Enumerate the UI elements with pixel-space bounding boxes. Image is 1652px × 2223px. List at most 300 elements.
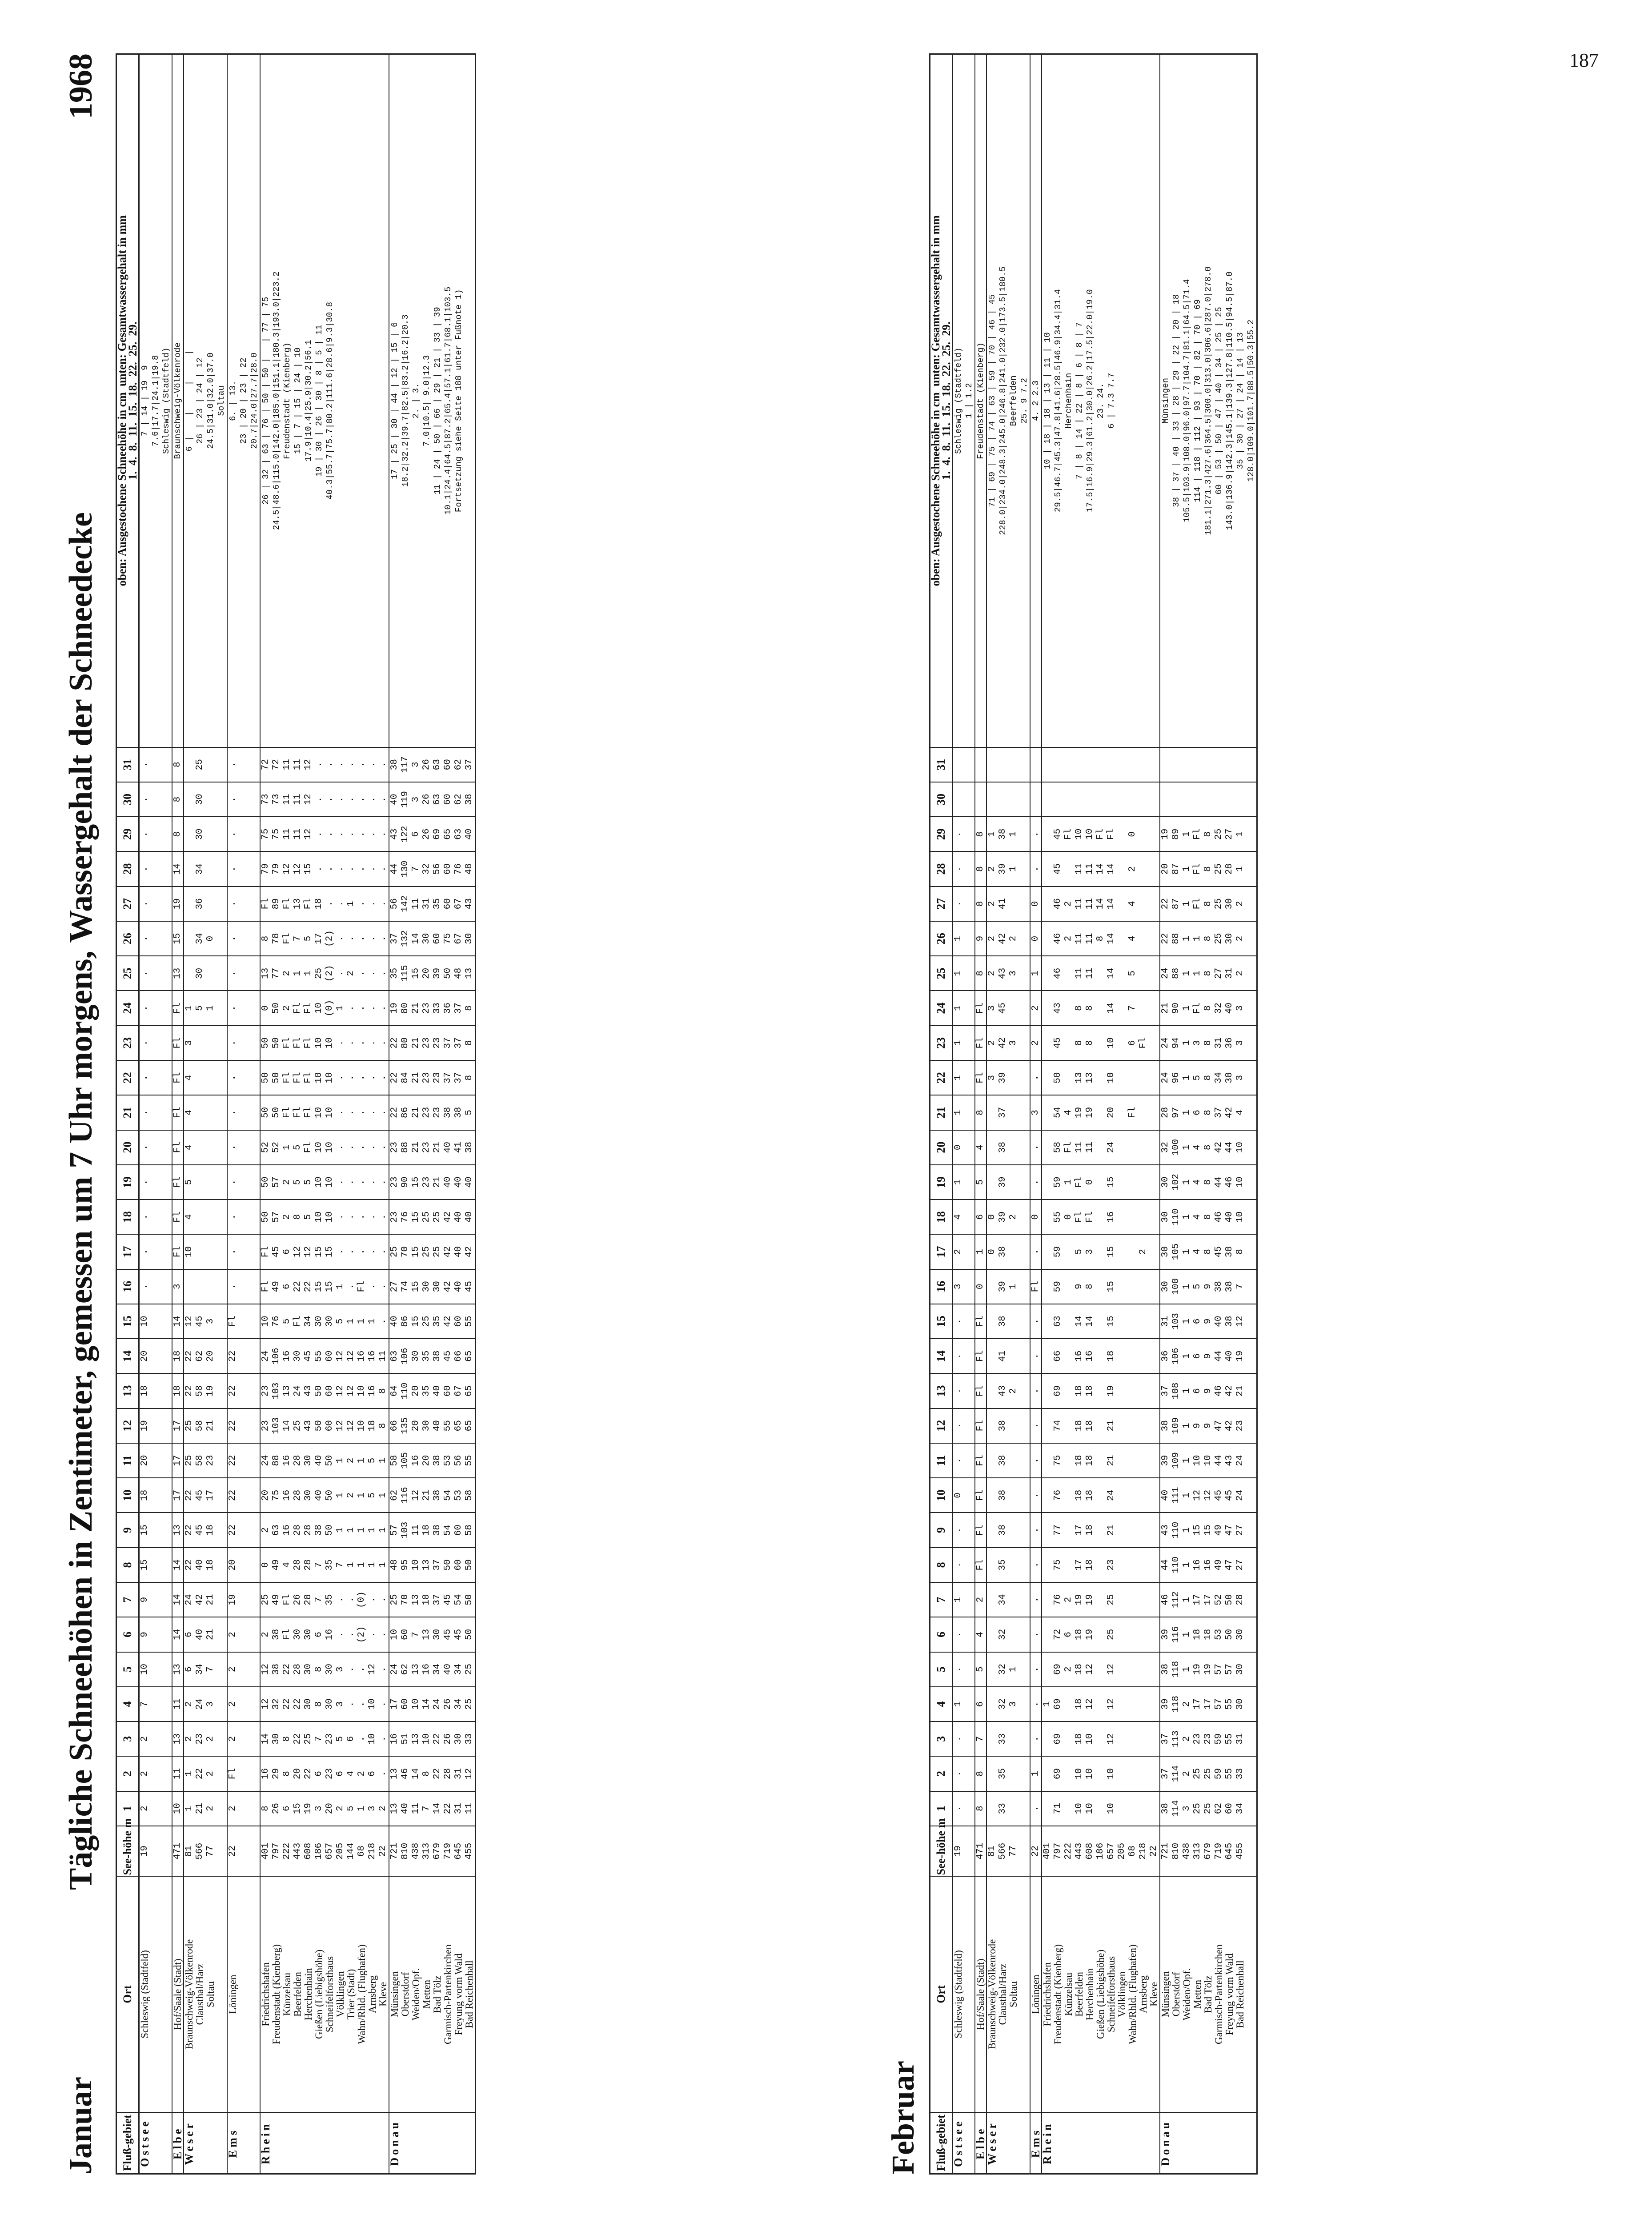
day-cell: . bbox=[227, 1130, 260, 1165]
day-cell: Fl bbox=[975, 991, 986, 1025]
day-cell: Fl bbox=[172, 1130, 184, 1165]
day-cell: 34 bbox=[184, 851, 227, 886]
day-cell: 69 2 18 12 12 bbox=[1042, 1652, 1160, 1687]
day-cell: Fl bbox=[227, 1304, 260, 1339]
day-cell: 2 bbox=[139, 1756, 172, 1791]
day-cell: 4 bbox=[975, 1130, 986, 1165]
day-cell: 9 bbox=[139, 1617, 172, 1652]
seehoehe-cell: 19 bbox=[139, 1826, 172, 1877]
day-cell: 2 63 16 28 28 38 50 1 1 1 1 1 bbox=[260, 1513, 389, 1547]
day-cell bbox=[975, 782, 986, 817]
flussgebiet-cell: Elbe bbox=[172, 2112, 184, 2174]
seehoehe-cell: 721 810 438 313 679 719 645 455 bbox=[389, 1826, 476, 1877]
day-cell: . bbox=[953, 1617, 975, 1652]
seehoehe-cell: 401 797 222 443 608 186 657 205 144 68 218 22 bbox=[260, 1826, 389, 1877]
day-cell: . bbox=[1030, 1478, 1042, 1513]
day-cell: 24 106 16 30 45 55 60 12 12 16 16 11 bbox=[260, 1339, 389, 1373]
header-day: 9 bbox=[930, 1513, 953, 1547]
header-seehoehe: See-höhe m bbox=[116, 1826, 139, 1877]
day-cell: 8 bbox=[975, 817, 986, 851]
seehoehe-cell: 81 566 77 bbox=[986, 1826, 1030, 1877]
day-cell: 52 52 1 5 Fl 10 10 . . . . . bbox=[260, 1130, 389, 1165]
table-row bbox=[389, 54, 476, 2174]
header-day: 31 bbox=[116, 747, 139, 782]
day-cell: 10 bbox=[172, 1791, 184, 1826]
flussgebiet-cell: Rhein bbox=[260, 2112, 389, 2174]
day-cell: 18 bbox=[139, 1373, 172, 1408]
ort-cell: Friedrichshafen Freudenstadt (Kienberg) Künzelsau Beerfelden Herchenhain Gießen (Liebigshöhe) Schneifelforsthaus Völklingen Trier (Stadt) Wahn/Rhld. (Flughafen) Arnsberg Kleve bbox=[260, 1876, 389, 2112]
table-row bbox=[986, 54, 1030, 2174]
day-cell: 34 0 bbox=[184, 921, 227, 956]
day-cell: 28 97 1 6 8 37 42 4 bbox=[1160, 1095, 1257, 1130]
header-day: 18 bbox=[116, 1200, 139, 1234]
day-cell: . bbox=[953, 1756, 975, 1791]
header-flussgebiet: Fluß-gebiet bbox=[116, 2112, 139, 2174]
day-cell: . bbox=[227, 1165, 260, 1200]
day-cell bbox=[953, 782, 975, 817]
day-cell: 12 45 3 bbox=[184, 1304, 227, 1339]
day-cell: 2 bbox=[227, 1791, 260, 1826]
day-cell: 30 105 1 4 8 45 38 8 bbox=[1160, 1234, 1257, 1269]
day-cell: 14 bbox=[172, 1548, 184, 1582]
header-day: 8 bbox=[116, 1548, 139, 1582]
day-cell: 1 bbox=[953, 1687, 975, 1721]
month-label-januar: Januar bbox=[63, 2076, 98, 2175]
day-cell: 75 17 18 23 bbox=[1042, 1548, 1160, 1582]
header-seehoehe: See-höhe m bbox=[930, 1826, 953, 1877]
flussgebiet-cell: Ems bbox=[227, 2112, 260, 2174]
day-cell: Fl bbox=[172, 1234, 184, 1269]
day-cell: 38 bbox=[986, 1408, 1030, 1443]
day-cell: Fl bbox=[172, 1060, 184, 1095]
day-cell: 6 bbox=[975, 1687, 986, 1721]
header-day: 28 bbox=[116, 851, 139, 886]
day-cell: 3 bbox=[953, 1269, 975, 1304]
day-cell: 55 0 Fl Fl 16 bbox=[1042, 1200, 1160, 1234]
day-cell: 40 86 15 25 35 42 60 55 bbox=[389, 1304, 476, 1339]
day-cell: Fl bbox=[1030, 1269, 1042, 1304]
header-row bbox=[930, 54, 953, 2174]
day-cell: 69 10 10 10 bbox=[1042, 1756, 1160, 1791]
ort-cell: Braunschweig-Völkenrode Clausthal/Harz Soltau bbox=[184, 1876, 227, 2112]
day-cell: 2 bbox=[139, 1721, 172, 1756]
day-cell: 24 88 1 1 8 27 31 2 bbox=[1160, 956, 1257, 991]
header-day: 25 bbox=[116, 956, 139, 991]
table-row bbox=[953, 54, 975, 2174]
day-cell: Fl bbox=[975, 1026, 986, 1060]
day-cell: 25 58 23 bbox=[184, 1443, 227, 1478]
ort-cell: Braunschweig-Völkenrode Clausthal/Harz Soltau bbox=[986, 1876, 1030, 2112]
day-cell: 24 42 21 bbox=[184, 1582, 227, 1617]
day-cell: Fl 45 6 12 12 15 15 . . . . . bbox=[260, 1234, 389, 1269]
flussgebiet-cell: Ostsee bbox=[139, 2112, 172, 2174]
special-cell: 4. 2 2.3 bbox=[1030, 54, 1042, 747]
day-cell: 58 105 16 20 38 53 56 55 bbox=[389, 1443, 476, 1478]
day-cell: Fl bbox=[975, 1373, 986, 1408]
day-cell: . bbox=[227, 817, 260, 851]
day-cell: 2 24 3 bbox=[184, 1687, 227, 1721]
day-cell bbox=[986, 782, 1030, 817]
flussgebiet-cell: Elbe bbox=[975, 2112, 986, 2174]
day-cell: Fl bbox=[975, 1548, 986, 1582]
header-day: 19 bbox=[116, 1165, 139, 1200]
day-cell: . bbox=[953, 1652, 975, 1687]
day-cell: 22 bbox=[227, 1513, 260, 1547]
day-cell: 63 14 14 15 bbox=[1042, 1304, 1160, 1339]
header-day: 20 bbox=[116, 1130, 139, 1165]
day-cell: 0 49 4 28 28 7 35 7 1 1 1 1 bbox=[260, 1548, 389, 1582]
header-day: 24 bbox=[930, 991, 953, 1025]
flussgebiet-cell: Rhein bbox=[1042, 2112, 1160, 2174]
day-cell: 59 5 3 15 2 bbox=[1042, 1234, 1160, 1269]
day-cell: 8 bbox=[975, 1095, 986, 1130]
day-cell: 19 80 21 23 33 36 37 8 bbox=[389, 991, 476, 1025]
day-cell: 69 18 10 12 bbox=[1042, 1721, 1160, 1756]
day-cell: 59 1 Fl 0 15 bbox=[1042, 1165, 1160, 1200]
header-day: 6 bbox=[116, 1617, 139, 1652]
day-cell: . bbox=[953, 1548, 975, 1582]
day-cell: 2 bbox=[1030, 1026, 1042, 1060]
header-day: 1 bbox=[930, 1791, 953, 1826]
day-cell: 72 72 11 11 12 . . . . . . . bbox=[260, 747, 389, 782]
day-cell: 30 bbox=[184, 817, 227, 851]
day-cell: 33 bbox=[986, 1721, 1030, 1756]
day-cell: 2 bbox=[227, 1652, 260, 1687]
day-cell: 71 10 10 10 bbox=[1042, 1791, 1160, 1826]
day-cell: 2 bbox=[139, 1791, 172, 1826]
header-day: 11 bbox=[930, 1443, 953, 1478]
day-cell: 40 111 1 12 12 45 45 24 bbox=[1160, 1478, 1257, 1513]
header-day: 5 bbox=[930, 1652, 953, 1687]
day-cell: 66 135 20 30 40 55 65 65 bbox=[389, 1408, 476, 1443]
day-cell: 45 8 8 10 6 Fl bbox=[1042, 1026, 1160, 1060]
day-cell: 38 bbox=[986, 1478, 1030, 1513]
ort-cell: Hof/Saale (Stadt) bbox=[172, 1876, 184, 2112]
day-cell: 54 4 19 19 20 Fl bbox=[1042, 1095, 1160, 1130]
day-cell: Fl bbox=[172, 991, 184, 1025]
day-cell: 2 bbox=[227, 1721, 260, 1756]
header-day: 13 bbox=[116, 1373, 139, 1408]
day-cell: 32 3 bbox=[986, 1687, 1030, 1721]
day-cell: 76 18 18 24 bbox=[1042, 1478, 1160, 1513]
day-cell: 34 bbox=[986, 1582, 1030, 1617]
day-cell: 39 116 1 18 18 53 50 30 bbox=[1160, 1617, 1257, 1652]
day-cell: 20 bbox=[139, 1443, 172, 1478]
day-cell: 3 bbox=[184, 1026, 227, 1060]
day-cell: Fl bbox=[975, 1408, 986, 1443]
day-cell: 0 50 2 Fl Fl 10 (0) 1 . . . . bbox=[260, 991, 389, 1025]
day-cell: 38 114 3 25 25 62 60 34 bbox=[1160, 1791, 1257, 1826]
day-cell: 13 77 2 1 1 25 (2) . 2 . . . bbox=[260, 956, 389, 991]
day-cell: 1 bbox=[953, 1582, 975, 1617]
header-day: 31 bbox=[930, 747, 953, 782]
day-cell: . bbox=[139, 956, 172, 991]
table-row bbox=[1042, 54, 1160, 2174]
day-cell: 13 bbox=[172, 1513, 184, 1547]
day-cell: 4 bbox=[953, 1200, 975, 1234]
day-cell: . bbox=[227, 991, 260, 1025]
day-cell: 22 84 21 23 23 37 37 8 bbox=[389, 1060, 476, 1095]
day-cell: 4 bbox=[184, 1060, 227, 1095]
day-cell: 2 bbox=[975, 1582, 986, 1617]
table-row bbox=[139, 54, 172, 2174]
ort-cell: Friedrichshafen Freudenstadt (Kienberg) Künzelsau Beerfelden Herchenhain Gießen (Liebigshöhe) Schneifelforsthaus Völklingen Wahn/Rhld. (Flughafen) Arnsberg Kleve bbox=[1042, 1876, 1160, 2112]
flussgebiet-cell: Ostsee bbox=[953, 2112, 975, 2174]
day-cell: 25 70 13 18 37 45 54 50 bbox=[389, 1582, 476, 1617]
day-cell: 50 57 2 8 5 10 10 . . . . . bbox=[260, 1200, 389, 1234]
day-cell: 17 bbox=[172, 1408, 184, 1443]
day-cell: . bbox=[227, 1234, 260, 1269]
month-label-februar: Februar bbox=[885, 2061, 921, 2175]
day-cell: 27 74 15 30 30 42 40 45 bbox=[389, 1269, 476, 1304]
day-cell bbox=[1042, 782, 1160, 817]
day-cell: 22 45 18 bbox=[184, 1513, 227, 1547]
day-cell: 32 100 1 4 8 42 44 10 bbox=[1160, 1130, 1257, 1165]
day-cell: . bbox=[1030, 1513, 1042, 1547]
day-cell: 10 76 5 Fl 34 30 30 5 1 1 1 . bbox=[260, 1304, 389, 1339]
day-cell: . bbox=[139, 921, 172, 956]
day-cell: 2 bbox=[227, 1687, 260, 1721]
day-cell: 22 80 21 23 23 37 37 8 bbox=[389, 1026, 476, 1060]
header-day: 16 bbox=[930, 1269, 953, 1304]
day-cell: 11 bbox=[172, 1756, 184, 1791]
header-day: 22 bbox=[930, 1060, 953, 1095]
ort-cell: Löningen bbox=[227, 1876, 260, 2112]
day-cell: 20 87 1 Fl 8 25 28 1 bbox=[1160, 851, 1257, 886]
day-cell: Fl bbox=[172, 1200, 184, 1234]
day-cell: . bbox=[139, 1026, 172, 1060]
day-cell: 4 bbox=[184, 1130, 227, 1165]
day-cell: 22 bbox=[227, 1443, 260, 1478]
day-cell: 46 2 11 11 14 14 4 bbox=[1042, 887, 1160, 921]
ort-cell: Schleswig (Stadtfeld) bbox=[139, 1876, 172, 2112]
day-cell: 64 110 20 35 40 60 67 65 bbox=[389, 1373, 476, 1408]
day-cell: . bbox=[953, 1339, 975, 1373]
day-cell: 17 bbox=[172, 1443, 184, 1478]
day-cell: 25 bbox=[184, 747, 227, 782]
day-cell bbox=[975, 747, 986, 782]
page-number: 187 bbox=[1569, 49, 1599, 71]
day-cell: 37 114 2 25 25 59 55 33 bbox=[1160, 1756, 1257, 1791]
day-cell: . bbox=[139, 817, 172, 851]
day-cell: 39 bbox=[986, 1165, 1030, 1200]
header-day: 7 bbox=[930, 1582, 953, 1617]
day-cell: 37 132 14 30 60 75 67 30 bbox=[389, 921, 476, 956]
day-cell: 32 bbox=[986, 1617, 1030, 1652]
header-day: 16 bbox=[116, 1269, 139, 1304]
year-label: 1968 bbox=[63, 53, 99, 119]
header-day: 4 bbox=[116, 1687, 139, 1721]
flussgebiet-cell: Ems bbox=[1030, 2112, 1042, 2174]
day-cell: 23 103 13 24 43 50 60 12 12 10 16 8 bbox=[260, 1373, 389, 1408]
header-special bbox=[116, 54, 139, 747]
header-day: 3 bbox=[116, 1721, 139, 1756]
day-cell: 13 bbox=[172, 1721, 184, 1756]
day-cell: 43 122 6 26 69 65 63 40 bbox=[389, 817, 476, 851]
day-cell: 14 bbox=[172, 1617, 184, 1652]
day-cell: . bbox=[139, 1130, 172, 1165]
header-day: 28 bbox=[930, 851, 953, 886]
special-cell: 71 | 69 | 75 | 74 | 63 | 59 | 70 | 46 | 45 228.0|234.0|248.3|245.0|246.8|241.0|232.0|173.5|180.5 Beerfelden 25. 9 7.2 bbox=[986, 54, 1030, 747]
header-day: 29 bbox=[116, 817, 139, 851]
header-special-text: oben: Ausgestochene Schneehöhe in cm unten: Gesamtwassergehalt in mm bbox=[929, 215, 942, 586]
day-cell: 45 11 11 14 14 2 bbox=[1042, 851, 1160, 886]
day-cell: 39 109 1 10 10 44 43 24 bbox=[1160, 1443, 1257, 1478]
day-cell: . bbox=[227, 956, 260, 991]
day-cell: 9 bbox=[139, 1582, 172, 1617]
header-day: 11 bbox=[116, 1443, 139, 1478]
day-cell: 38 bbox=[986, 1130, 1030, 1165]
day-cell: 14 30 8 22 25 7 23 5 6 . 10 . bbox=[260, 1721, 389, 1756]
day-cell: 38 bbox=[986, 1513, 1030, 1547]
day-cell: 58 Fl 11 11 24 bbox=[1042, 1130, 1160, 1165]
day-cell: 0 bbox=[1030, 921, 1042, 956]
day-cell bbox=[1042, 747, 1160, 782]
day-cell: . bbox=[1030, 1130, 1042, 1165]
header-day: 25 bbox=[930, 956, 953, 991]
day-cell: . bbox=[139, 991, 172, 1025]
day-cell: 10 bbox=[139, 1652, 172, 1687]
header-day: 26 bbox=[116, 921, 139, 956]
day-cell: . bbox=[139, 1060, 172, 1095]
day-cell: 6 40 21 bbox=[184, 1617, 227, 1652]
seehoehe-cell: 401 797 222 443 608 186 657 205 68 218 22 bbox=[1042, 1826, 1160, 1877]
header-day: 17 bbox=[116, 1234, 139, 1269]
header-day: 20 bbox=[930, 1130, 953, 1165]
day-cell: . bbox=[227, 921, 260, 956]
day-cell: . bbox=[953, 1408, 975, 1443]
day-cell: 23 90 15 23 21 40 40 40 bbox=[389, 1165, 476, 1200]
day-cell: 2 23 2 bbox=[184, 1721, 227, 1756]
day-cell: 36 106 1 6 9 44 40 19 bbox=[1160, 1339, 1257, 1373]
header-day: 4 bbox=[930, 1687, 953, 1721]
day-cell: 43 110 1 15 15 49 47 27 bbox=[1160, 1513, 1257, 1547]
day-cell: 0 bbox=[1030, 1200, 1042, 1234]
day-cell: 73 73 11 11 12 . . . . . . . bbox=[260, 782, 389, 817]
day-cell: 21 90 1 Fl 8 32 40 3 bbox=[1160, 991, 1257, 1025]
day-cell: . bbox=[139, 851, 172, 886]
header-day: 2 bbox=[116, 1756, 139, 1791]
day-cell: 1 bbox=[953, 956, 975, 991]
februar-table bbox=[929, 53, 1258, 2175]
day-cell: . bbox=[1030, 1408, 1042, 1443]
header-day: 23 bbox=[930, 1026, 953, 1060]
special-cell: 10 | 18 | 18 | 13 | 11 | 10 29.5|46.7|45.3|47.8|41.6|28.5|46.9|34.4|31.4 Herchenhain 7 | 8 | 14 | 22 | 8 | 6 | 8 | 7 17.5|16.9|29.3|61.2|30.0|26.2|17.5|22.0|19.0 23. 24. 6 | 7.3 7.7 bbox=[1042, 54, 1160, 747]
day-cell: Fl bbox=[975, 1478, 986, 1513]
day-cell: 22 62 20 bbox=[184, 1339, 227, 1373]
day-cell: 3 bbox=[172, 1269, 184, 1304]
day-cell: 15 bbox=[139, 1548, 172, 1582]
day-cell: 46 112 1 17 17 52 50 28 bbox=[1160, 1582, 1257, 1617]
day-cell: 59 9 8 15 bbox=[1042, 1269, 1160, 1304]
day-cell: 40 119 3 26 63 60 62 38 bbox=[389, 782, 476, 817]
day-cell: 23 76 15 25 25 42 40 40 bbox=[389, 1200, 476, 1234]
special-cell: Schleswig (Stadtfeld) 1 | 1.2 bbox=[953, 54, 975, 747]
day-cell: 2 38 Fl 30 30 6 16 . . (2) . . bbox=[260, 1617, 389, 1652]
day-cell: . bbox=[227, 1200, 260, 1234]
day-cell bbox=[1160, 782, 1257, 817]
table-row bbox=[260, 54, 389, 2174]
header-flussgebiet: Fluß-gebiet bbox=[930, 2112, 953, 2174]
header-day: 24 bbox=[116, 991, 139, 1025]
day-cell: 76 2 19 19 25 bbox=[1042, 1582, 1160, 1617]
day-cell: . bbox=[139, 887, 172, 921]
day-cell: Fl bbox=[172, 1026, 184, 1060]
day-cell: 30 102 1 4 8 44 46 10 bbox=[1160, 1165, 1257, 1200]
day-cell: 79 79 12 12 15 . . . . . . . bbox=[260, 851, 389, 886]
header-day: 6 bbox=[930, 1617, 953, 1652]
day-cell: . bbox=[227, 1060, 260, 1095]
table-row bbox=[172, 54, 184, 2174]
day-cell: Fl bbox=[975, 1443, 986, 1478]
title-row bbox=[53, 53, 111, 2175]
seehoehe-cell: 721 810 438 313 679 719 645 455 bbox=[1160, 1826, 1257, 1877]
day-cell: Fl 49 6 22 22 15 15 1 . Fl . . bbox=[260, 1269, 389, 1304]
header-special-text: oben: Ausgestochene Schneehöhe in cm unten: Gesamtwassergehalt in mm bbox=[116, 215, 128, 586]
day-cell: 35 bbox=[986, 1756, 1030, 1791]
day-cell: 22 87 1 Fl 8 25 30 2 bbox=[1160, 887, 1257, 921]
day-cell: Fl bbox=[172, 1165, 184, 1200]
day-cell: . bbox=[953, 1443, 975, 1478]
day-cell: 38 bbox=[986, 1304, 1030, 1339]
header-day: 5 bbox=[116, 1652, 139, 1687]
day-cell: . bbox=[1030, 1791, 1042, 1826]
ort-cell: Hof/Saale (Stadt) bbox=[975, 1876, 986, 2112]
day-cell: Fl bbox=[172, 1095, 184, 1130]
day-cell: 7 bbox=[139, 1687, 172, 1721]
day-cell: 46 2 11 11 8 14 4 bbox=[1042, 921, 1160, 956]
day-cell: 72 6 18 19 25 bbox=[1042, 1617, 1160, 1652]
day-cell: 24 94 1 3 8 31 36 3 bbox=[1160, 1026, 1257, 1060]
seehoehe-cell: 22 bbox=[1030, 1826, 1042, 1877]
day-cell: 1 bbox=[975, 1234, 986, 1269]
day-cell: 46 11 11 14 5 bbox=[1042, 956, 1160, 991]
day-cell: 3 bbox=[1030, 1095, 1042, 1130]
day-cell: 14 bbox=[172, 1304, 184, 1339]
header-day: 21 bbox=[116, 1095, 139, 1130]
day-cell: 38 117 3 26 63 60 62 37 bbox=[389, 747, 476, 782]
day-cell bbox=[986, 747, 1030, 782]
day-cell: 3 45 bbox=[986, 991, 1030, 1025]
day-cell: 25 70 15 25 25 42 40 42 bbox=[389, 1234, 476, 1269]
day-cell: 10 60 7 13 30 45 45 50 bbox=[389, 1617, 476, 1652]
header-day: 30 bbox=[930, 782, 953, 817]
flussgebiet-cell: Donau bbox=[389, 2112, 476, 2174]
header-day: 9 bbox=[116, 1513, 139, 1547]
day-cell: 62 116 12 21 38 54 53 58 bbox=[389, 1478, 476, 1513]
day-cell: 39 118 2 17 17 57 55 30 bbox=[1160, 1687, 1257, 1721]
seehoehe-cell: 81 566 77 bbox=[184, 1826, 227, 1877]
day-cell: 13 bbox=[172, 1652, 184, 1687]
day-cell: 10 bbox=[184, 1234, 227, 1269]
flussgebiet-cell: Weser bbox=[184, 2112, 227, 2174]
day-cell: Fl bbox=[975, 1513, 986, 1547]
day-cell: . bbox=[953, 887, 975, 921]
day-cell: 30 bbox=[184, 956, 227, 991]
day-cell: 15 bbox=[139, 1513, 172, 1547]
day-cell: 50 50 Fl Fl Fl 10 10 . . . . . bbox=[260, 1095, 389, 1130]
day-cell: 75 75 11 11 12 . . . . . . . bbox=[260, 817, 389, 851]
day-cell: 4 bbox=[975, 1617, 986, 1652]
day-cell: 1 69 18 12 12 bbox=[1042, 1687, 1160, 1721]
day-cell: . bbox=[1030, 1373, 1042, 1408]
day-cell: 38 bbox=[986, 1443, 1030, 1478]
day-cell: . bbox=[953, 1513, 975, 1547]
day-cell bbox=[1030, 747, 1042, 782]
day-cell: 19 89 1 Fl 8 25 27 1 bbox=[1160, 817, 1257, 851]
day-cell: Fl bbox=[975, 1304, 986, 1339]
day-cell: 18 bbox=[172, 1373, 184, 1408]
